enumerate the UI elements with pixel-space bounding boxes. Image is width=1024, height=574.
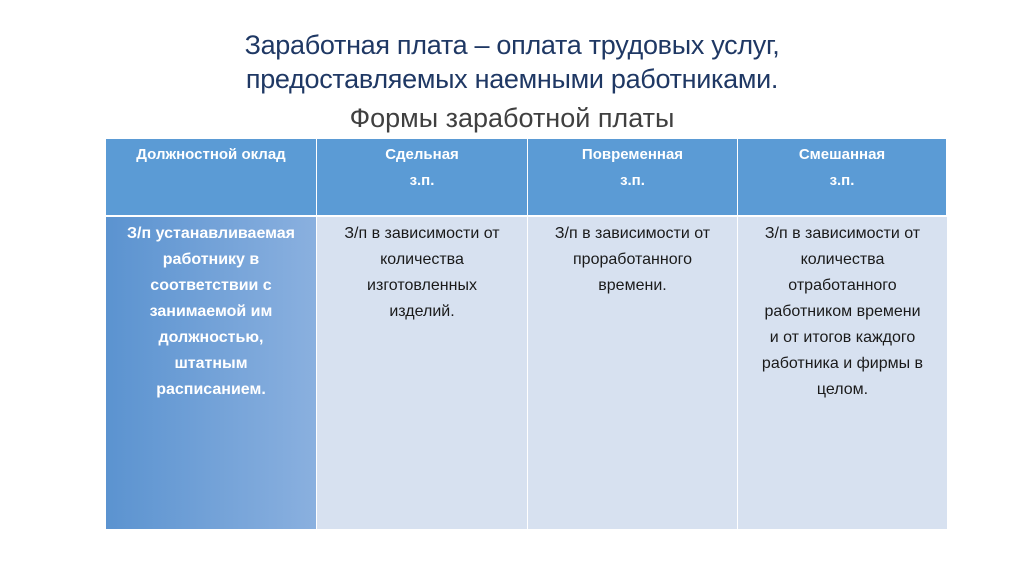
cell-mixed-description <box>738 215 947 529</box>
header-cell-time-based <box>528 139 738 215</box>
cell-text-line: З/п устанавливаемая <box>127 225 295 242</box>
cell-text-line: работником времени <box>764 303 921 320</box>
header-subtext: з.п. <box>620 172 645 189</box>
header-text: Сдельная <box>385 146 459 163</box>
cell-text-line: изготовленных <box>367 277 477 294</box>
cell-text-line: З/п в зависимости от <box>554 225 711 242</box>
cell-text-line: целом. <box>816 381 869 398</box>
cell-text-line: должностью, <box>158 329 264 346</box>
cell-text-line: количества <box>380 251 464 268</box>
cell-text-line: проработанного <box>573 251 692 268</box>
cell-text-line: З/п в зависимости от <box>344 225 500 242</box>
header-cell-salary <box>106 139 317 215</box>
cell-text-line: и от итогов каждого <box>769 329 916 346</box>
cell-time-based-description <box>528 215 738 529</box>
header-subtext: з.п. <box>829 172 855 189</box>
cell-text-line: работника и фирмы в <box>761 355 924 372</box>
cell-text-line: работнику в <box>162 251 260 268</box>
slide-title-line-2: предоставляемых наемными работниками. <box>245 64 779 94</box>
slide-title-line-1: Заработная плата – оплата трудовых услуг, <box>244 30 780 60</box>
header-cell-mixed <box>738 139 947 215</box>
cell-text-line: расписанием. <box>156 381 266 398</box>
wage-forms-table <box>106 139 947 529</box>
title-block <box>0 28 1024 136</box>
cell-text-line: времени. <box>598 277 667 294</box>
cell-piecework-description <box>317 215 528 529</box>
slide-subtitle: Формы заработной платы <box>349 103 675 133</box>
cell-text-line: З/п в зависимости от <box>764 225 921 242</box>
cell-text-line: штатным <box>174 355 248 372</box>
cell-text-line: отработанного <box>788 277 897 294</box>
cell-text-line: изделий. <box>389 303 455 320</box>
cell-text-line: соответствии с <box>150 277 272 294</box>
header-text: Смешанная <box>798 146 886 163</box>
cell-text-line: занимаемой им <box>149 303 273 320</box>
header-cell-piecework <box>317 139 528 215</box>
cell-text-line: количества <box>800 251 885 268</box>
header-text: Должностной оклад <box>136 146 286 163</box>
header-subtext: з.п. <box>409 172 435 189</box>
header-text: Повременная <box>581 146 684 163</box>
cell-salary-description <box>106 215 317 529</box>
